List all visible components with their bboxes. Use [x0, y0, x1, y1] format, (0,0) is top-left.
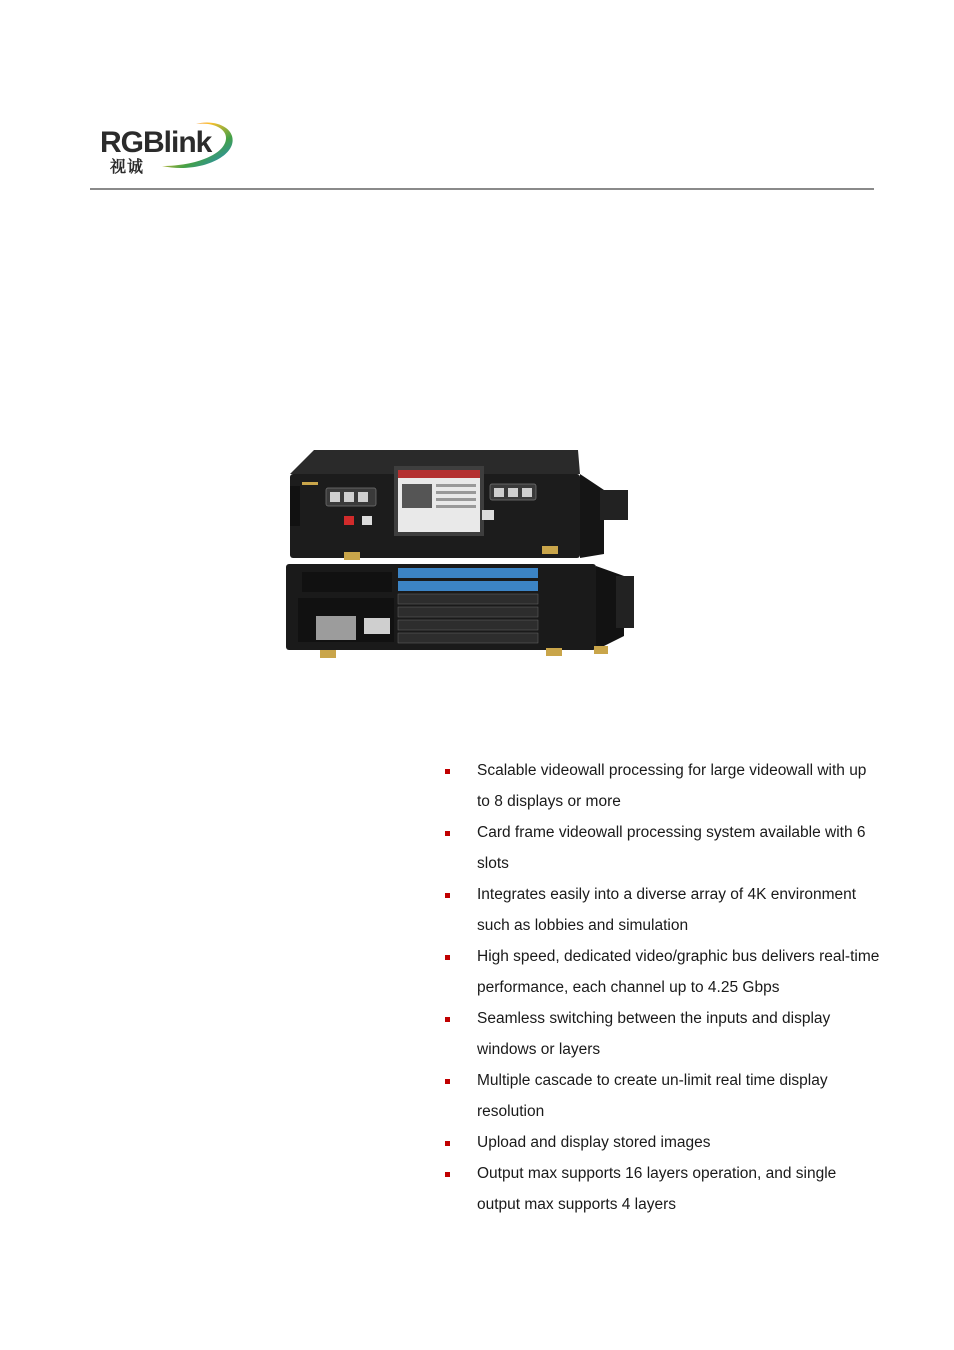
product-image [284, 446, 638, 660]
feature-item [440, 1065, 880, 1127]
feature-list [440, 755, 880, 1220]
feature-text: Multiple cascade to create un-limit real time display resolution [477, 1072, 828, 1120]
feature-text: Integrates easily into a diverse array of 4K environment such as lobbies and simulation [477, 886, 857, 934]
feature-text: High speed, dedicated video/graphic bus delivers real-time performance, each channel up to 4.25 Gbps [477, 948, 880, 996]
feature-item [440, 817, 880, 879]
bullet-square-icon [445, 955, 450, 960]
bullet-square-icon [445, 831, 450, 836]
feature-item [440, 1003, 880, 1065]
logo-wordmark: RGBlink [100, 126, 212, 159]
bullet-square-icon [445, 1141, 450, 1146]
feature-text: Output max supports 16 layers operation, and single output max supports 4 layers [477, 1165, 837, 1213]
bullet-square-icon [445, 1172, 450, 1177]
bullet-square-icon [445, 769, 450, 774]
logo-chinese-mark: 视诚 [110, 157, 145, 176]
header-divider [90, 188, 874, 190]
bullet-square-icon [445, 1079, 450, 1084]
feature-text: Seamless switching between the inputs and display windows or layers [477, 1010, 831, 1058]
feature-item [440, 755, 880, 817]
feature-text: Card frame videowall processing system available with 6 slots [477, 824, 866, 872]
bullet-square-icon [445, 1017, 450, 1022]
feature-item [440, 1158, 880, 1220]
feature-item [440, 941, 880, 1003]
feature-item [440, 879, 880, 941]
feature-item [440, 1127, 880, 1158]
rgblink-logo [100, 116, 240, 176]
feature-text: Upload and display stored images [477, 1134, 711, 1151]
feature-text: Scalable videowall processing for large videowall with up to 8 displays or more [477, 762, 867, 810]
bullet-square-icon [445, 893, 450, 898]
